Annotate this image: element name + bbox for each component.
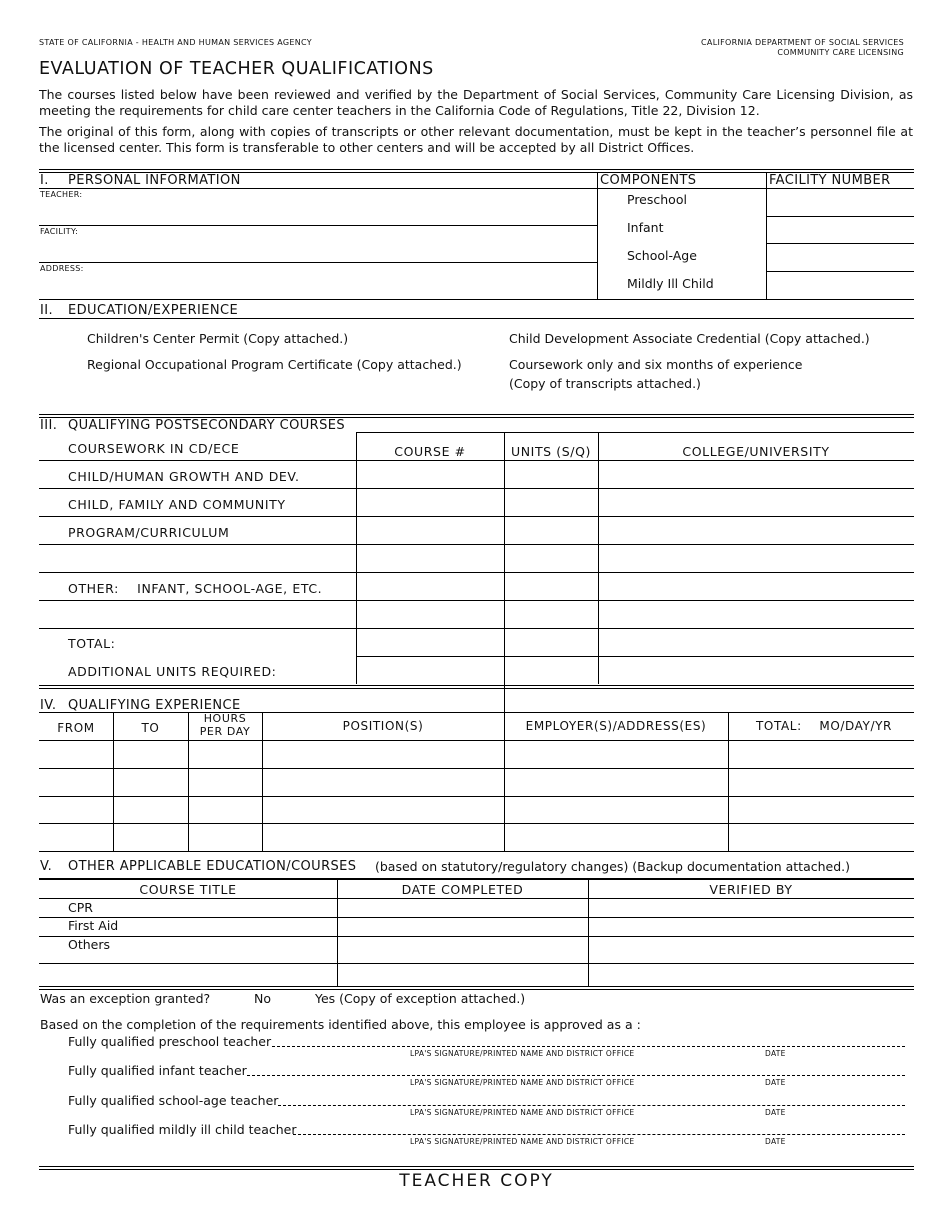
col-college: COLLEGE/UNIVERSITY	[682, 444, 830, 459]
col-units: UNITS (S/Q)	[510, 444, 592, 459]
option-cda-credential[interactable]: Child Development Associate Credential (Copy attached.)	[509, 331, 870, 346]
approval-infant-label: Fully qualified infant teacher	[68, 1063, 247, 1078]
section2-number: II.	[40, 303, 54, 318]
course-row-label: OTHER: INFANT, SCHOOL-AGE, ETC.	[68, 581, 323, 596]
course-first-aid: First Aid	[68, 918, 119, 933]
approval-school-age-label: Fully qualified school-age teacher	[68, 1093, 279, 1108]
section1-number: I.	[40, 173, 49, 188]
exception-yes-option[interactable]: Yes (Copy of exception attached.)	[315, 991, 526, 1006]
date-caption: DATE	[765, 1137, 786, 1146]
divider	[39, 688, 914, 689]
experience-table-cells[interactable]	[39, 741, 914, 851]
divider	[39, 1169, 914, 1170]
component-infant[interactable]: Infant	[627, 220, 664, 235]
divider	[39, 225, 597, 226]
section1-title: PERSONAL INFORMATION	[68, 173, 241, 188]
intro-paragraph-1: The courses listed below have been reviewed and verified by the Department of Social Services, Community Care Licensing Division, as meeting the requirements for child care center teachers in the California Code of Regulations, Title 22, Division 12.	[39, 87, 913, 118]
divider	[39, 262, 597, 263]
course-row-label: CHILD/HUMAN GROWTH AND DEV.	[68, 469, 300, 484]
signature-line-school-age[interactable]	[278, 1105, 905, 1106]
course-cpr: CPR	[68, 900, 93, 915]
option-childrens-center-permit[interactable]: Children's Center Permit (Copy attached.)	[87, 331, 349, 346]
components-header: COMPONENTS	[600, 173, 697, 188]
signature-line-infant[interactable]	[247, 1075, 905, 1076]
col-total: TOTAL: MO/DAY/YR	[756, 719, 892, 733]
approval-mildly-ill-label: Fully qualified mildly ill child teacher	[68, 1122, 297, 1137]
divider	[39, 685, 914, 686]
facility-number-field-school-age[interactable]	[767, 244, 914, 271]
exception-no-option[interactable]: No	[254, 991, 271, 1006]
section5-title: OTHER APPLICABLE EDUCATION/COURSES	[68, 859, 357, 874]
course-row-label: PROGRAM/CURRICULUM	[68, 525, 230, 540]
col-date-completed: DATE COMPLETED	[401, 882, 524, 897]
additional-units-label: ADDITIONAL UNITS REQUIRED:	[68, 664, 277, 679]
address-label: ADDRESS:	[40, 264, 84, 273]
college-cells[interactable]	[599, 461, 914, 656]
section4-title: QUALIFYING EXPERIENCE	[68, 698, 241, 713]
col-course-title: COURSE TITLE	[139, 882, 237, 897]
approval-intro: Based on the completion of the requirements identified above, this employee is approved as a :	[40, 1017, 641, 1032]
col-position: POSITION(S)	[342, 719, 424, 733]
section4-number: IV.	[40, 698, 57, 713]
divider	[39, 299, 914, 300]
course-number-cells[interactable]	[357, 461, 504, 656]
col-per-day: PER DAY	[199, 725, 251, 738]
facility-number-header: FACILITY NUMBER	[769, 173, 891, 188]
divider	[597, 172, 598, 299]
divider	[39, 989, 914, 990]
section5-note: (based on statutory/regulatory changes) (Backup documentation attached.)	[375, 859, 850, 874]
option-coursework-note: (Copy of transcripts attached.)	[509, 376, 701, 391]
exception-question: Was an exception granted?	[40, 991, 211, 1006]
facility-number-field-infant[interactable]	[767, 217, 914, 243]
divider	[356, 656, 914, 657]
divider	[39, 414, 914, 415]
divider	[39, 318, 914, 319]
intro-paragraph-2: The original of this form, along with copies of transcripts or other relevant documentation, must be kept in the teacher’s personnel file at the licensed center. This form is transferable to other centers and will be accepted by all District Offices.	[39, 124, 913, 155]
option-coursework-experience[interactable]: Coursework only and six months of experience	[509, 357, 803, 372]
agency-right-line2: COMMUNITY CARE LICENSING	[777, 48, 904, 57]
facility-number-field-preschool[interactable]	[767, 189, 914, 216]
course-total-label: TOTAL:	[68, 636, 116, 651]
section3-number: III.	[40, 418, 58, 433]
divider	[39, 169, 914, 170]
agency-right-line1: CALIFORNIA DEPARTMENT OF SOCIAL SERVICES	[701, 38, 904, 47]
section3-title: QUALIFYING POSTSECONDARY COURSES	[68, 418, 345, 433]
address-field[interactable]	[39, 272, 596, 298]
course-row-label: CHILD, FAMILY AND COMMUNITY	[68, 497, 286, 512]
copy-label: TEACHER COPY	[399, 1171, 554, 1191]
divider	[39, 1166, 914, 1167]
facility-label: FACILITY:	[40, 227, 79, 236]
component-school-age[interactable]: School-Age	[627, 248, 697, 263]
section5-number: V.	[40, 859, 53, 874]
component-mildly-ill-child[interactable]: Mildly Ill Child	[627, 276, 714, 291]
signature-caption: LPA'S SIGNATURE/PRINTED NAME AND DISTRICT OFFICE	[410, 1049, 635, 1058]
divider	[39, 851, 914, 852]
component-preschool[interactable]: Preschool	[627, 192, 687, 207]
col-to: TO	[141, 721, 160, 735]
col-course-number: COURSE #	[394, 444, 466, 459]
other-courses-cells[interactable]	[338, 899, 914, 986]
approval-preschool-label: Fully qualified preschool teacher	[68, 1034, 272, 1049]
divider	[356, 432, 914, 433]
col-from: FROM	[57, 721, 95, 735]
date-caption: DATE	[765, 1078, 786, 1087]
signature-caption: LPA'S SIGNATURE/PRINTED NAME AND DISTRICT OFFICE	[410, 1078, 635, 1087]
section2-title: EDUCATION/EXPERIENCE	[68, 303, 239, 318]
divider	[39, 878, 914, 880]
facility-field[interactable]	[39, 235, 596, 262]
option-rop-certificate[interactable]: Regional Occupational Program Certificate (Copy attached.)	[87, 357, 462, 372]
date-caption: DATE	[765, 1108, 786, 1117]
course-others: Others	[68, 937, 111, 952]
page-title: EVALUATION OF TEACHER QUALIFICATIONS	[39, 59, 434, 79]
col-coursework: COURSEWORK IN CD/ECE	[68, 441, 240, 456]
divider	[39, 986, 914, 987]
signature-line-mildly-ill[interactable]	[293, 1134, 905, 1135]
units-cells[interactable]	[505, 461, 598, 684]
divider	[39, 712, 914, 713]
col-employer: EMPLOYER(S)/ADDRESS(ES)	[525, 719, 707, 733]
signature-line-preschool[interactable]	[272, 1046, 905, 1047]
signature-caption: LPA'S SIGNATURE/PRINTED NAME AND DISTRICT OFFICE	[410, 1108, 635, 1117]
facility-number-field-mildly-ill[interactable]	[767, 272, 914, 298]
date-caption: DATE	[765, 1049, 786, 1058]
teacher-field[interactable]	[39, 198, 596, 225]
agency-left: STATE OF CALIFORNIA - HEALTH AND HUMAN SERVICES AGENCY	[39, 38, 312, 47]
col-verified-by: VERIFIED BY	[709, 882, 793, 897]
signature-caption: LPA'S SIGNATURE/PRINTED NAME AND DISTRICT OFFICE	[410, 1137, 635, 1146]
col-hours: HOURS	[203, 712, 247, 725]
teacher-label: TEACHER:	[40, 190, 83, 199]
